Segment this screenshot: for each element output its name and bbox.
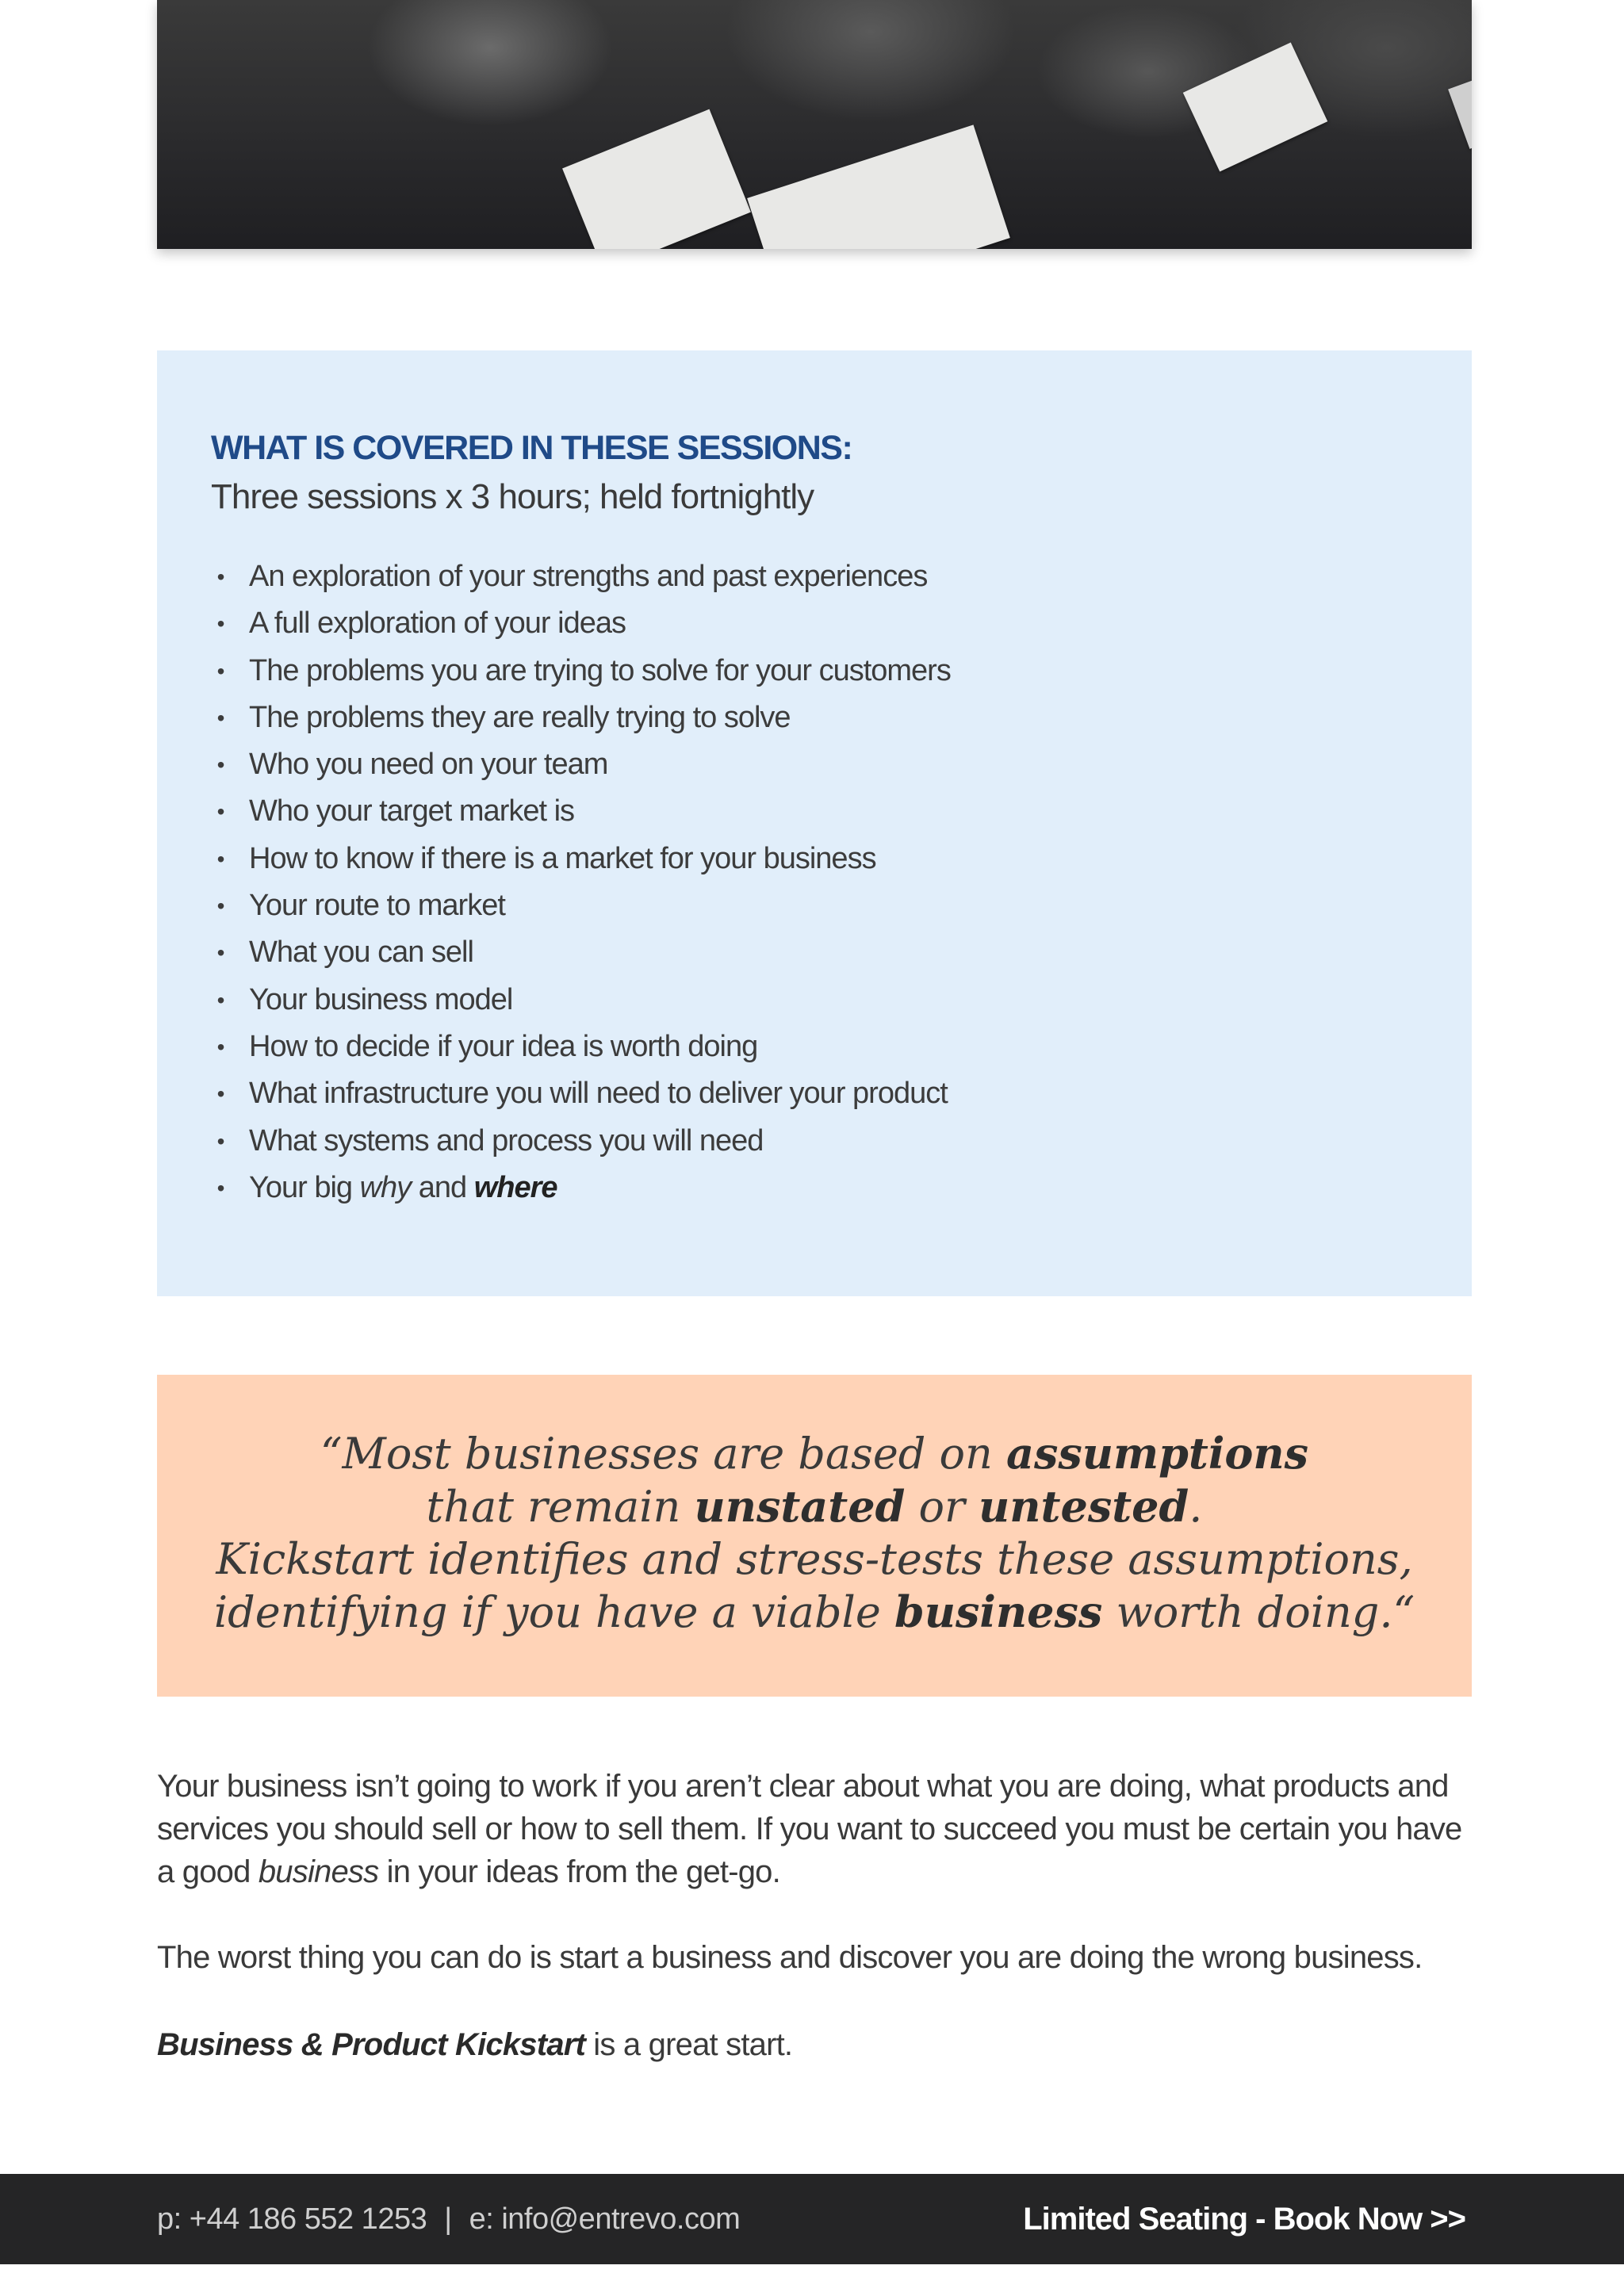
body-paragraph: Your business isn’t going to work if you aren’t clear about what you are doing, what products and services you should sell or how to sell them. If you want to succeed you must be certain you have a good business in your ideas from the get-go.	[157, 1769, 1462, 1889]
kickstart-quote	[157, 1375, 1472, 1697]
list-item: • How to decide if your idea is worth doing	[211, 1024, 1472, 1070]
notepad-paper	[1448, 73, 1472, 149]
bullet-icon: •	[216, 1175, 224, 1200]
notepad-paper	[747, 124, 1010, 249]
bullet-icon: •	[216, 987, 224, 1012]
list-item: • Your big why and where	[211, 1165, 1472, 1211]
list-item: • The problems you are trying to solve for your customers	[211, 648, 1472, 695]
bullet-icon: •	[216, 564, 224, 589]
email-link[interactable]: e: info@entrevo.com	[469, 2202, 741, 2236]
bullet-icon: •	[216, 1128, 224, 1154]
list-item: • Who your target market is	[211, 788, 1472, 835]
emphasis-where: where	[473, 1170, 557, 1204]
notepad-paper	[562, 109, 751, 249]
coverage-subheading: Three sessions x 3 hours; held fortnightly	[211, 477, 814, 516]
list-item: • A full exploration of your ideas	[211, 600, 1472, 647]
bullet-icon: •	[216, 846, 224, 871]
bullet-icon: •	[216, 940, 224, 966]
body-copy	[157, 1765, 1472, 2066]
list-item: • What infrastructure you will need to deliver your product	[211, 1070, 1472, 1117]
phone-number[interactable]: p: +44 186 552 1253	[157, 2202, 427, 2236]
book-now-link[interactable]: Limited Seating - Book Now >>	[1023, 2202, 1465, 2237]
bullet-icon: •	[216, 1034, 224, 1059]
sessions-coverage-box	[157, 350, 1472, 1296]
bullet-icon: •	[216, 658, 224, 683]
product-name: Business & Product Kickstart	[157, 2027, 585, 2062]
bullet-icon: •	[216, 799, 224, 825]
list-item: • How to know if there is a market for your business	[211, 836, 1472, 882]
contact-info	[157, 2174, 740, 2264]
list-item: • Your business model	[211, 977, 1472, 1024]
list-item: • What systems and process you will need	[211, 1118, 1472, 1165]
bullet-icon: •	[216, 611, 224, 637]
list-item: • What you can sell	[211, 929, 1472, 976]
bullet-icon: •	[216, 705, 224, 730]
quote-line: that remain unstated or untested.	[426, 1481, 1203, 1532]
notepad-paper	[1183, 42, 1327, 171]
footer-bar	[0, 2174, 1624, 2264]
quote-line: Kickstart identifies and stress-tests these assumptions,	[216, 1534, 1413, 1584]
list-item: • Your route to market	[211, 882, 1472, 929]
audience-photo	[157, 0, 1472, 249]
coverage-heading: WHAT IS COVERED IN THESE SESSIONS:	[211, 429, 852, 467]
body-paragraph: Business & Product Kickstart is a great start.	[157, 2027, 793, 2062]
list-item: • The problems they are really trying to solve	[211, 695, 1472, 741]
body-paragraph: The worst thing you can do is start a business and discover you are doing the wrong business.	[157, 1940, 1423, 1975]
coverage-list	[211, 553, 1472, 1211]
list-item: • Who you need on your team	[211, 741, 1472, 788]
contact-separator: |	[444, 2202, 452, 2236]
emphasis-why: why	[359, 1170, 412, 1204]
bullet-icon: •	[216, 1081, 224, 1107]
quote-line: identifying if you have a viable business worth doing.“	[213, 1586, 1415, 1637]
bullet-icon: •	[216, 752, 224, 778]
quote-line: “Most businesses are based on assumptions	[320, 1428, 1309, 1479]
list-item: • An exploration of your strengths and past experiences	[211, 553, 1472, 600]
bullet-icon: •	[216, 894, 224, 919]
